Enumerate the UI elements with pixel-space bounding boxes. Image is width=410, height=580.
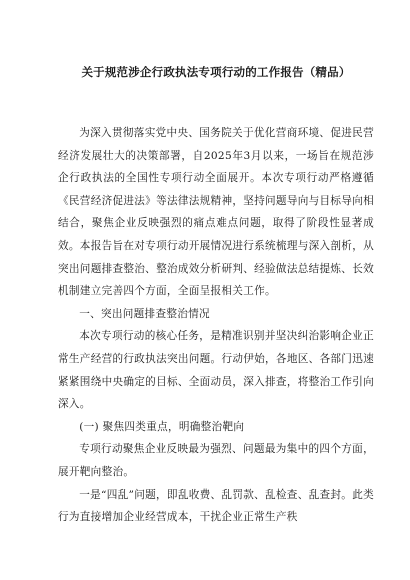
document-title: 关于规范涉企行政执法专项行动的工作报告（精品）: [81, 65, 351, 79]
intro-paragraph: 为深入贯彻落实党中央、国务院关于优化营商环境、促进民营经济发展壮大的决策部署，自2025年3月以来，一场旨在规范涉企行政执法的全国性专项行动全面展开。本次专项行动严格遵循《民营经济促进法》等法律法规精神，坚持问题导向与目标导向相结合，聚焦企业反映强烈的痛点难点问题，取得了阶段性显著成效。本报告旨在对专项行动开展情况进行系统梳理与深入剖析，从突出问题排查整治、整治成效分析研判、经验做法总结提炼、长效机制建立完善四个方面，全面呈报相关工作。: [58, 127, 374, 298]
section-1-paragraph: 本次专项行动的核心任务，是精准识别并坚决纠治影响企业正常生产经营的行政执法突出问题。行动伊始，各地区、各部门迅速紧紧围绕中央确定的目标、全面动员，深入排查，将整治工作引向深入。: [58, 330, 374, 411]
item-1-paragraph: 一是“四乱”问题，即乱收费、乱罚款、乱检查、乱查封。此类行为直接增加企业经营成本，干扰企业正常生产秩: [58, 488, 374, 524]
section-1-heading: 一、突出问题排查整治情况: [79, 307, 210, 320]
subsection-1-heading: (一) 聚焦四类重点，明确整治靶向: [79, 420, 245, 433]
subsection-1-paragraph: 专项行动聚焦企业反映最为强烈、问题最为集中的四个方面，展开靶向整治。: [58, 443, 374, 478]
